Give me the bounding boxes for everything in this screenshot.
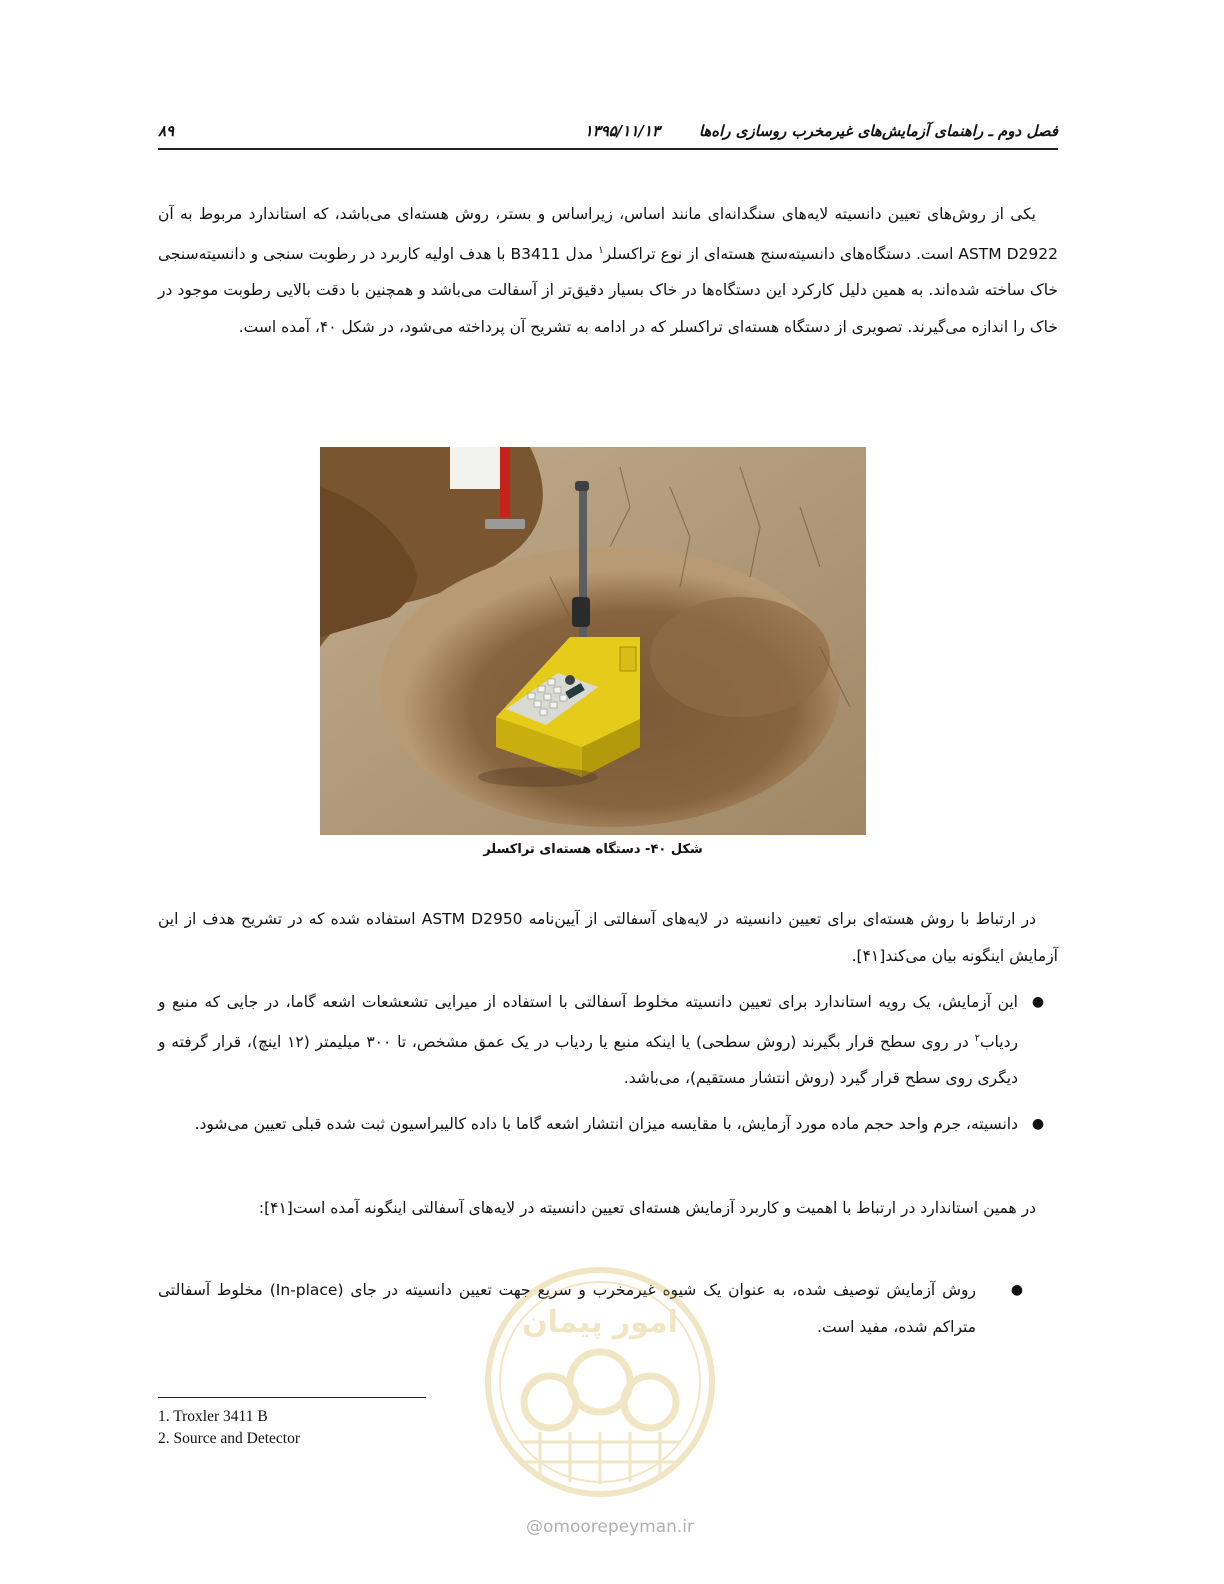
bullet-icon: ●: [1031, 1116, 1045, 1132]
bullet-item-2: ● دانسیته، جرم واحد حجم ماده مورد آزمایش، با مقایسه میزان انتشار اشعه گاما با داده کالیبراسیون ثبت شده قبلی تعیین می‌شود.: [158, 1106, 1058, 1143]
bullet-icon: ●: [1031, 994, 1045, 1010]
paragraph-intro: یکی از روش‌های تعیین دانسیته لایه‌های سنگدانه‌ای مانند اساس، زیراساس و بستر، روش هسته‌ای می‌باشد، که استاندارد مربوط به آن ASTM D2922 است. دستگاه‌های دانسیته‌سنج هسته‌ای از نوع تراکسلر$^۱$ مدل B3411 با هدف اولیه کاربرد در رطوبت سنجی و دانسیته‌سنجی خاک ساخته شده‌اند. به همین دلیل کارکرد این دستگاه‌ها در خاک بسیار دقیق‌تر از آسفالت می‌باشد و همچنین با دقت بالایی رطوبت موجود در خاک را اندازه می‌گیرند. تصویری از دستگاه هسته‌ای تراکسلر که در ادامه به تشریح آن پرداخته می‌شود، در شکل ۴۰، آمده است.: [158, 205, 1058, 336]
footnote-ref-1[interactable]: ۱: [598, 244, 604, 256]
footnote-1: 1. Troxler 3411 B: [158, 1408, 268, 1425]
paragraph-astm-d2950: در ارتباط با روش هسته‌ای برای تعیین دانسیته در لایه‌های آسفالتی از آیین‌نامه ASTM D2950 استفاده شده که در تشریح هدف از این آزمایش اینگونه بیان می‌کند[۴۱].: [158, 910, 1058, 965]
footnote-ref-2[interactable]: ۲: [974, 1032, 980, 1044]
header-date: ۱۳۹۵/۱۱/۱۳: [584, 122, 660, 140]
page-number: ۸۹: [158, 122, 175, 140]
figure-caption: شکل ۴۰- دستگاه هسته‌ای تراکسلر: [483, 842, 703, 857]
paragraph-importance: در همین استاندارد در ارتباط با اهمیت و کاربرد آزمایش هسته‌ای تعیین دانسیته در لایه‌های آسفالتی اینگونه آمده است[۴۱]:: [258, 1199, 1036, 1217]
watermark-site: @omoorepeyman.ir: [525, 1517, 695, 1537]
bullet-item-3: ● روش آزمایش توصیف شده، به عنوان یک شیوه غیرمخرب و سریع جهت تعیین دانسیته در جای (In-place) مخلوط آسفالتی متراکم شده، مفید است.: [158, 1272, 1058, 1345]
page-header: [158, 118, 1058, 150]
bullet-item-1: ● این آزمایش، یک رویه استاندارد برای تعیین دانسیته مخلوط آسفالتی با استفاده از میرایی تشعشعات اشعه گاما، در جایی که منبع و ردیاب$^۲$ در روی سطح قرار بگیرند (روش سطحی) یا اینکه منبع یا ردیاب در یک عمق مشخص، تا ۳۰۰ میلیمتر (۱۲ اینچ)، قرار گرفته و دیگری روی سطح قرار گیرد (روش انتشار مستقیم)، می‌باشد.: [158, 984, 1058, 1097]
figure-troxler-gauge: [320, 447, 866, 835]
footnote-2: 2. Source and Detector: [158, 1430, 301, 1447]
watermark-logo-icon: [480, 1262, 720, 1502]
bullet-icon: ●: [1010, 1282, 1024, 1298]
footnote-divider: [158, 1397, 426, 1398]
header-chapter-title: فصل دوم ـ راهنمای آزمایش‌های غیرمخرب روسازی راه‌ها: [698, 122, 1058, 140]
svg-text:امور پیمان: امور پیمان: [522, 1305, 678, 1340]
